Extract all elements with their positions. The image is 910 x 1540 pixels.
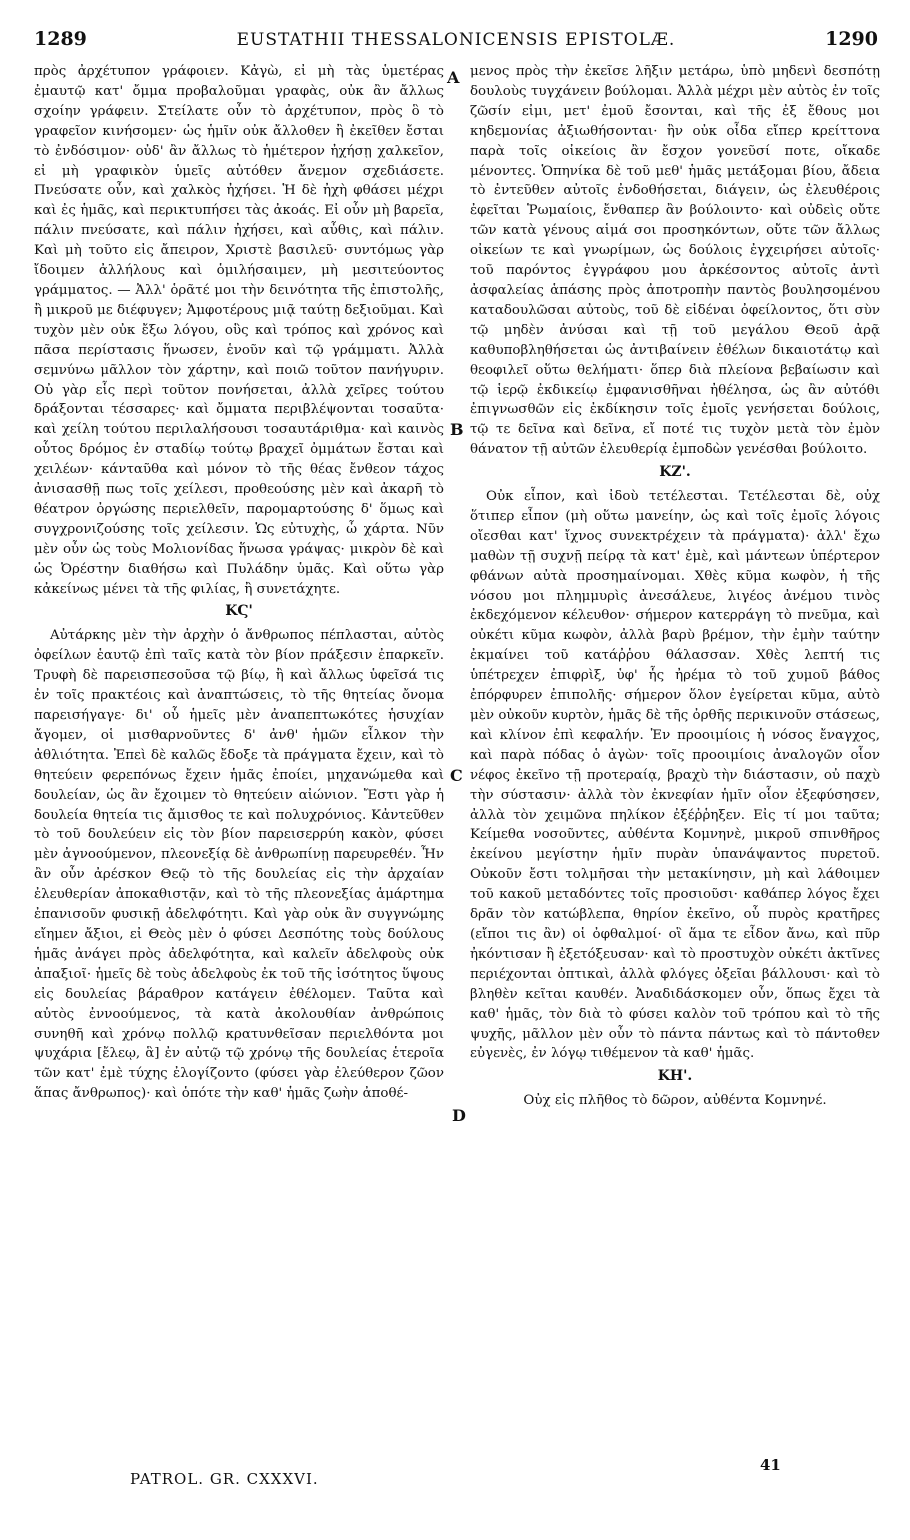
right-last-line: Οὐχ εἰς πλῆθος τὸ δῶρον, αὐθέντα Κομνηνέ.: [523, 1093, 827, 1109]
section-heading-28: ΚΗ'.: [657, 1068, 693, 1085]
page-number-right: 1290: [825, 28, 878, 50]
section-heading-27: ΚΖ'.: [659, 464, 691, 481]
margin-marker-a: A: [447, 68, 460, 87]
left-paragraph-1: πρὸς ἀρχέτυπον γράφοιεν. Κἀγὼ, εἰ μὴ τὰς ὑμετέρας ἐμαυτῷ κατ' ὄμμα προβαλοῦμαι γραφὰς, οὐκ ἂν ἄλλως σχοίην γράφειν. Στείλατε οὖν τὸ ἀρχέτυπον, πρὸς ὃ τὸ γραφεῖον κινήσομεν· ὡς ἡμῖν οὐκ ἄλλοθεν ἢ ἐκεῖθεν ἔσται τὸ ἐνδόσιμον· οὐδ' ἂν ἄλλως τὸ ἡμέτερον ἠχήσῃ χαλκεῖον, εἰ μὴ γραφικὸν ὑμεῖς αὐτόθεν ἄνεμον σχεδιάσετε. Πνεύσατε οὖν, καὶ χαλκὸς ἠχήσει. Ἡ δὲ ἠχὴ φθάσει μέχρι καὶ ἐς ἡμᾶς, καὶ περικτυπήσει τὰς ἀκοάς. Εἰ οὖν μὴ βαρεῖα, πάλιν πνεύσατε, καὶ πάλιν ἠχήσει, καὶ αὖθις, καὶ πάλιν. Καὶ μὴ τοῦτο εἰς ἄπειρον, Χριστὲ βασιλεῦ· συντόμως γὰρ ἴδοιμεν ἀλλήλους καὶ ὁμιλήσαιμεν, μὴ μεσιτεύοντος γράμματος. — Ἀλλ' ὁρᾶτέ μοι τὴν δεινότητα τῆς ἐπιστολῆς, ἢ μικροῦ με διέφυγεν; Ἀμφοτέρους μιᾷ ταύτῃ δεξιοῦμαι. Καὶ τυχὸν μὲν οὐκ ἔξω λόγου, οὓς καὶ τρόπος καὶ χρόνος καὶ πᾶσα περίστασις ἥνωσεν, ἑνοῦν καὶ τῷ γράμματι. Ἀλλὰ σεμνύνω μᾶλλον τὸν χάρτην, καὶ ποιῶ τοῦτον πανήγυριν. Οὐ γὰρ εἷς περὶ τοῦτον πονήσεται, ἀλλὰ χεῖρες τούτου δράξονται τέσσαρες· καὶ ὄμματα περιβλέψονται τοσαῦτα· καὶ χείλη τούτου περιλαλήσουσι τοσαυτάριθμα· καὶ καινὸς οὗτος δρόμος ἐν σταδίῳ τούτῳ βραχεῖ ὀμμάτων ἔσται καὶ χειλέων· κάνταῦθα καὶ μόνον τὸ τῆς θέας ἔνθεον τάχος ἀνισασθῇ πως τοῖς χείλεσι, προθεούσης μὲν καὶ ἀκαρῆ τὸ θέατρον ὀργώσης περιελθεῖν, παρομαρτούσης δ' ὅμως καὶ συγχρονιζούσης τοῖς χείλεσιν. Ὡς εὐτυχὴς, ὦ χάρτα. Νῦν μὲν οὖν ὡς τοὺς Μολιονίδας ἥνωσα γράψας· μικρὸν δὲ καὶ ὡς Ὀρέστην διαθήσω καὶ Πυλάδην ὑμᾶς. Καὶ οὕτω γὰρ κἀκείνως μένει τὰ τῆς φιλίας, ἢ συνετάχητε.: [34, 64, 444, 597]
right-paragraph-2: Οὐκ εἶπον, καὶ ἰδοὺ τετέλεσται. Τετέλεσται δὲ, οὐχ ὅτιπερ εἶπον (μὴ οὕτω μανείην, ὡς καὶ τοῖς ἐμοῖς λόγοις οἴεσθαι κατ' ἴχνος συνεκτρέχειν τὰ πράγματα)· ἀλλ' ἔχω μαθὼν τῇ συχνῇ πείρᾳ τὰ κατ' ἐμὲ, καὶ μάντεων ὑπέρτερον φθάνων αὐτὰ προσημαίνομαι. Χθὲς κῦμα κωφὸν, ἡ τῆς νόσου μοι πλημμυρὶς ἀνεσάλευε, λιγέος ἀνέμου τινὸς ἐκδεχόμενον κέλευθον· σήμερον κατερράγη τὸ πνεῦμα, καὶ οὐκέτι κῦμα κωφὸν, ἀλλὰ βαρὺ βρέμον, τὴν ἐμὴν ταύτην ἐκμαίνει τοῦ κατάῤῥου θάλασσαν. Χθὲς λεπτή τις ὑπέτρεχεν ἐπιφρὶξ, ὑφ' ἧς ἠρέμα τὸ τοῦ χυμοῦ βάθος ἐπόρφυρεν ἐπιπολῆς· σήμερον ὅλον ἐγείρεται κῦμα, αὐτὸ μὲν οὐκοῦν κυρτὸν, ἡμᾶς δὲ τῆς ὀρθῆς περικινοῦν στάσεως, καὶ κλίνον ἐπὶ κεφαλήν. Ἐν προοιμίοις ἡ νόσος ἔναγχος, καὶ παρὰ πόδας ὁ ἀγὼν· τοῖς προοιμίοις ἀναλογῶν οἷον νέφος ἐκεῖνο τῇ προτεραίᾳ, βραχὺ τὴν διάστασιν, οὐ παχὺ τὴν σύστασιν· ἀλλὰ τὸν ἐκνεφίαν ἡμῖν οἷον ἐξεφύσησεν, ἀλλὰ τὸν χειμῶνα πηλίκον ἐξέῤῥηξεν. Εἰς τί μοι ταῦτα; Κείμεθα νοσοῦντες, αὐθέντα Κομνηνὲ, μικροῦ σπινθῆρος ἐκείνου μεγίστην ἡμῖν πυρὰν ὑπανάψαντος πυρετοῦ. Οὐκοῦν ἔστι τολμῆσαι τὴν μετακίνησιν, μὴ καὶ λάθοιμεν τοῦ κακοῦ μεταδόντες τοῖς προσιοῦσι· καθάπερ λόγος ἔχει δρᾶν τὸν κατώβλεπα, θηρίον ἐκεῖνο, οὗ πυρὸς κρατῆρες (εἴποι τις ἂν) οἱ ὀφθαλμοί· οἳ ἅμα τε εἶδον ἄνω, καὶ πῦρ ἠκόντισαν ἢ ἐξετόξευσαν· καὶ τὸ προστυχὸν οὐκέτι ἀκτῖνες περιέχονται ὀπτικαὶ, ἀλλὰ φλόγες ὀξεῖαι βάλλουσι· καὶ τὸ βληθὲν κεῖται καυθέν. Ἀναδιδάσκομεν οὖν, ὅπως ἔχει τὰ καθ' ἡμᾶς, τὸν διὰ τὸ φύσει καλὸν τοῦ τρόπου καὶ τὸ τῆς ψυχῆς, μᾶλλον μὲν οὖν τὸ πάντα πάντως καὶ τὸ πάντοθεν εὐγενὲς, ἐν λόγῳ τιθέμενον τὰ καθ' ἡμᾶς.: [470, 489, 880, 1062]
margin-marker-b: B: [450, 420, 464, 439]
left-column: [34, 62, 444, 1104]
page-number-left: 1289: [34, 28, 87, 50]
footer-number: 41: [760, 1456, 781, 1474]
margin-marker-c: C: [450, 766, 463, 785]
running-title: EUSTATHII THESSALONICENSIS EPISTOLÆ.: [236, 30, 676, 50]
section-heading-26: ΚϚ': [225, 603, 253, 620]
page-header: [34, 28, 878, 58]
footer-signature: PATROL. GR. CXXXVI.: [130, 1470, 319, 1488]
right-column: [470, 62, 880, 1111]
margin-marker-d: D: [452, 1106, 466, 1125]
left-paragraph-2: Αὐτάρκης μὲν τὴν ἀρχὴν ὁ ἄνθρωπος πέπλασται, αὐτὸς ὀφείλων ἑαυτῷ ἐπὶ ταῖς κατὰ τὸν βίον πράξεσιν ἐπαρκεῖν. Τρυφὴ δὲ παρεισπεσοῦσα τῷ βίῳ, ἢ καὶ ἄλλως ὑφεῖσά τις ἐν τοῖς πρακτέοις καὶ ἀναπτώσεις, τὸ τῆς θητείας ὄνομα παρεισήγαγε· δι' οὗ ἡμεῖς μὲν ἀναπεπτωκότες ἡσυχίαν ἄγομεν, οἱ μισθαρνοῦντες δ' ἀνθ' ἡμῶν εἶλκον τὴν ἀθλιότητα. Ἐπεὶ δὲ καλῶς ἔδοξε τὰ πράγματα ἔχειν, καὶ τὸ θητεύειν φερεπόνως ἔχειν ἡμᾶς ἐποίει, μηχανώμεθα καὶ δουλείαν, ὡς ἂν ἔχοιμεν τὸ θητεύειν αἰώνιον. Ἔστι γὰρ ἡ δουλεία θητεία τις ἄμισθος τε καὶ πολυχρόνιος. Κἀντεῦθεν τὸ τοῦ δουλεύειν εἰς τὸν βίον παρεισερρύη κακὸν, φύσει μὲν ἀγνοούμενον, πλεονεξίᾳ δὲ ἀνθρωπίνῃ παρευρεθέν. Ἦν ἂν οὖν ἀρέσκον Θεῷ τὸ τῆς δουλείας εἰς τὴν ἀρχαίαν ἐλευθερίαν ἀποκαθιστᾷν, καὶ τὸ τῆς πλεονεξίας ἁμάρτημα ἐπανισοῦν φυσικῇ ἀδελφότητι. Καὶ γὰρ οὐκ ἂν συγγνώμης εἴημεν ἄξιοι, εἰ Θεὸς μὲν ὁ φύσει Δεσπότης τοὺς δούλους ἡμᾶς ἀνάγει πρὸς ἀδελφότητα, καὶ καλεῖν ἀδελφοὺς οὐκ ἀπαξιοῖ· ἡμεῖς δὲ τοὺς ἀδελφοὺς ἐκ τοῦ τῆς ἰσότητος ὕψους εἰς δουλείας βάραθρον κατάγειν ἐθέλομεν. Ταῦτα καὶ αὐτὸς ἐννοούμενος, τὰ κατὰ ἀκολουθίαν ἀνθρώποις συνηθῆ καὶ χρόνῳ πολλῷ κρατυνθεῖσαν περιελθόντα μοι ψυχάρια [ἔλεῳ, ἃ] ἐν αὐτῷ τῷ χρόνῳ τῆς δουλείας ἑτεροῖα τῶν κατ' ἐμὲ τύχης ἐλογίζοντο (φύσει γὰρ ἐλεύθερον ζῶον ἅπας ἄνθρωπος)· καὶ ὁπότε τὴν καθ' ἡμᾶς ζωὴν ἀποθέ-: [34, 628, 444, 1102]
right-paragraph-1: μενος πρὸς τὴν ἐκεῖσε λῆξιν μετάρω, ὑπὸ μηδενὶ δεσπότῃ δουλοὺς τυγχάνειν βούλομαι. Ἀλλὰ μέχρι μὲν αὐτὸς ἐν τοῖς ζῶσίν εἰμι, μετ' ἐμοῦ ἔσονται, καὶ τῆς ἐξ ἔθους μοι κηδεμονίας ἀξιωθήσονται· ἣν οὐκ οἶδα εἴπερ κρείττονα παρὰ τοῖς οἰκείοις ἂν ἔσχον γονεῦσί ποτε, οἴκαδε μένοντες. Ὁπηνίκα δὲ τοῦ μεθ' ἡμᾶς μετάξομαι βίου, ἄδεια τὸ ἐντεῦθεν αὐτοῖς ἐνδοθήσεται, διάγειν, ὡς ἐλευθέροις ἐφεῖται Ῥωμαίοις, ἔνθαπερ ἂν βούλοιντο· καὶ οὐδεὶς οὔτε τῶν κατὰ γένους αἱμά σοι προσηκόντων, οὔτε τῶν ἄλλως οἰκείων τε καὶ γνωρίμων, ὡς δούλοις ἐγχειρήσει αὐτοῖς· τοῦ παρόντος ἐγγράφου μου ἀρκέσοντος αὐτοῖς ἀντὶ ἀσφαλείας ἁπάσης πρὸς ἀποτροπὴν παντὸς βουλησομένου καταδουλῶσαι αὐτοὺς, τοῦ δὲ εἰδέναι ὀφείλοντος, ὅτι σὺν τῷ μηδὲν ἀνύσαι καὶ τῇ τοῦ μεγάλου Θεοῦ ἀρᾷ καθυποβληθήσεται ὡς ἀντιβαίνειν ἐθέλων δικαιοτάτῳ καὶ θεοφιλεῖ οὕτω θελήματι· ὅπερ διὰ πλείονα βεβαίωσιν καὶ τῷ ἱερῷ ἐκδικείῳ ἐμφανισθῆναι ἠθέλησα, ὡς ἂν αὐτόθι ἐπιγνωσθῶν εἰς ἐκδίκησιν τοῖς ἐμοῖς γενήσεται δούλοις, τῷ τε δεῖνα καὶ δεῖνα, εἴ ποτέ τις τυχὸν μετὰ τὸν ἐμὸν θάνατον τῇ αὐτῶν ἐλευθερίᾳ ἐμποδὼν γενέσθαι βούλοιτο.: [470, 64, 880, 458]
